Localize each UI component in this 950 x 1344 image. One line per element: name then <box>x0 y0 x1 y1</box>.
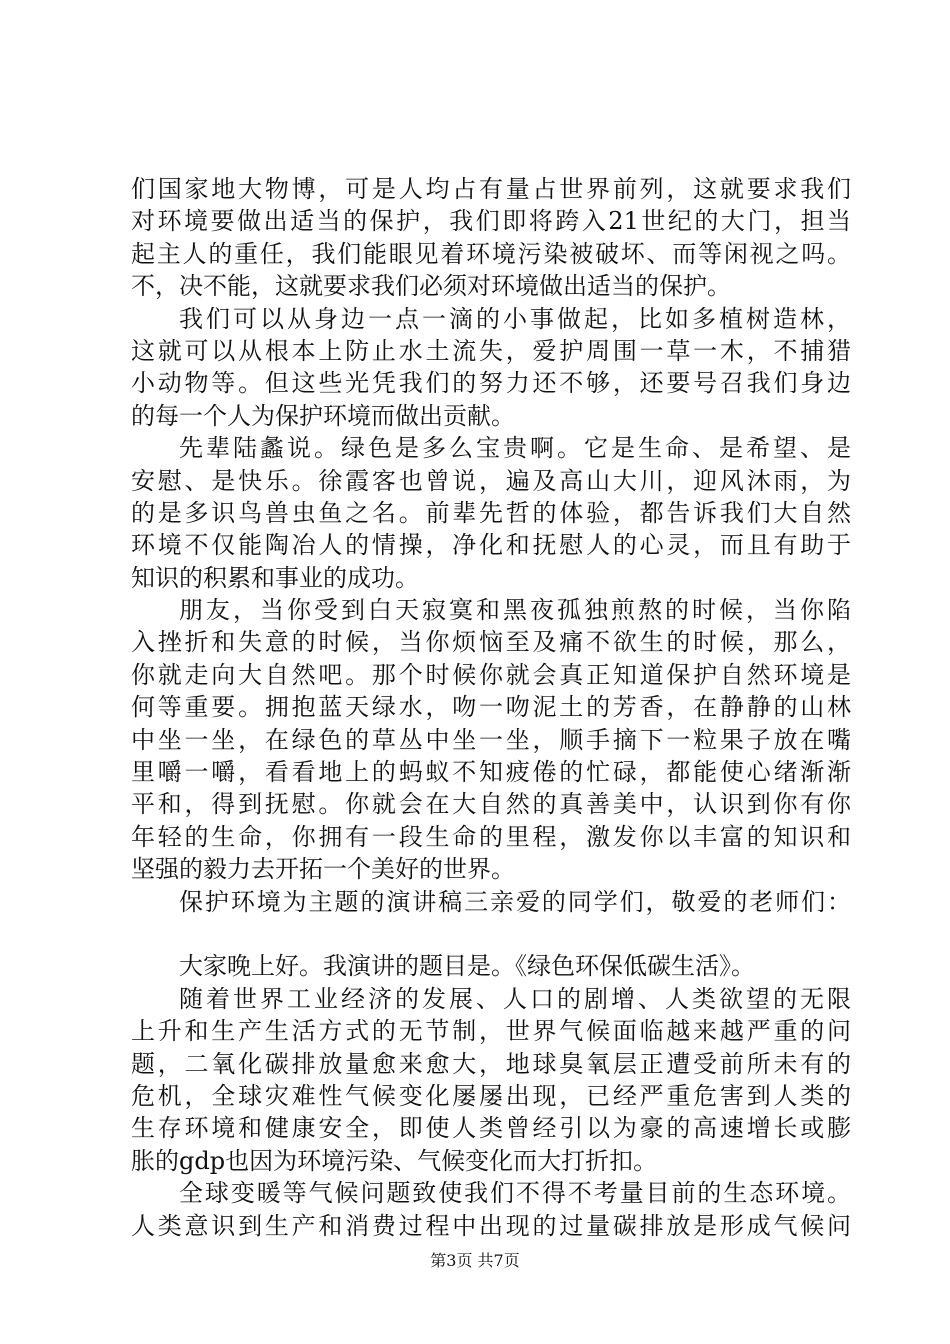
text-line: 安慰、是快乐。徐霞客也曾说，遍及高山大川，迎风沐雨，为 <box>131 466 851 495</box>
text-line: 胀的gdp也因为环境污染、气候变化而大打折扣。 <box>131 1146 658 1175</box>
text-line: 你就走向大自然吧。那个时候你就会真正知道保护自然环境是 <box>131 660 851 689</box>
text-line: 坚强的毅力去开拓一个美好的世界。 <box>131 855 515 884</box>
text-line: 中坐一坐，在绿色的草丛中坐一坐，顺手摘下一粒果子放在嘴 <box>131 725 851 754</box>
text-line: 环境不仅能陶冶人的情操，净化和抚慰人的心灵，而且有助于 <box>131 531 851 560</box>
text-line: 起主人的重任，我们能眼见着环境污染被破坏、而等闲视之吗。 <box>131 239 851 268</box>
text-line: 危机，全球灾难性气候变化屡屡出现，已经严重危害到人类的 <box>131 1081 851 1110</box>
section-heading-line: 保护环境为主题的演讲稿三亲爱的同学们，敬爱的老师们： <box>179 887 851 916</box>
text-line: 人类意识到生产和消费过程中出现的过量碳排放是形成气候问 <box>131 1211 851 1240</box>
text-line: 小动物等。但这些光凭我们的努力还不够，还要号召我们身边 <box>131 369 851 398</box>
text-line: 知识的积累和事业的成功。 <box>131 563 419 592</box>
text-line: 何等重要。拥抱蓝天绿水，吻一吻泥土的芳香，在静静的山林 <box>131 693 851 722</box>
text-line: 里嚼一嚼，看看地上的蚂蚁不知疲倦的忙碌，都能使心绪渐渐 <box>131 758 851 787</box>
text-line: 的每一个人为保护环境而做出贡献。 <box>131 401 515 430</box>
page-number-footer: 第3页 共7页 <box>430 1251 520 1270</box>
paragraph-first-line: 随着世界工业经济的发展、人口的剧增、人类欲望的无限 <box>179 984 851 1013</box>
text-line: 的是多识鸟兽虫鱼之名。前辈先哲的体验，都告诉我们大自然 <box>131 498 851 527</box>
paragraph-first-line: 我们可以从身边一点一滴的小事做起，比如多植树造林， <box>179 304 851 333</box>
text-line: 入挫折和失意的时候，当你烦恼至及痛不欲生的时候，那么， <box>131 628 851 657</box>
text-line: 上升和生产生活方式的无节制，世界气候面临越来越严重的问 <box>131 1017 851 1046</box>
text-line: 题，二氧化碳排放量愈来愈大，地球臭氧层正遭受前所未有的 <box>131 1049 851 1078</box>
text-line: 年轻的生命，你拥有一段生命的里程，激发你以丰富的知识和 <box>131 822 851 851</box>
greeting-line: 大家晚上好。我演讲的题目是。《绿色环保低碳生活》。 <box>179 952 755 981</box>
document-body <box>131 173 851 1242</box>
text-line: 对环境要做出适当的保护，我们即将跨入21世纪的大门，担当 <box>131 207 851 236</box>
blank-line <box>131 918 851 950</box>
text-line: 生存环境和健康安全，即使人类曾经引以为豪的高速增长或膨 <box>131 1114 851 1143</box>
text-line: 平和，得到抚慰。你就会在大自然的真善美中，认识到你有你 <box>131 790 851 819</box>
paragraph-first-line: 先辈陆蠡说。绿色是多么宝贵啊。它是生命、是希望、是 <box>179 434 851 463</box>
text-line: 不，决不能，这就要求我们必须对环境做出适当的保护。 <box>131 272 731 301</box>
paragraph-first-line: 全球变暖等气候问题致使我们不得不考量目前的生态环境。 <box>179 1179 851 1208</box>
text-line: 们国家地大物博，可是人均占有量占世界前列，这就要求我们 <box>131 175 851 203</box>
paragraph-first-line: 朋友，当你受到白天寂寞和黑夜孤独煎熬的时候，当你陷 <box>179 596 851 625</box>
text-line: 这就可以从根本上防止水土流失，爱护周围一草一木，不捕猎 <box>131 336 851 365</box>
